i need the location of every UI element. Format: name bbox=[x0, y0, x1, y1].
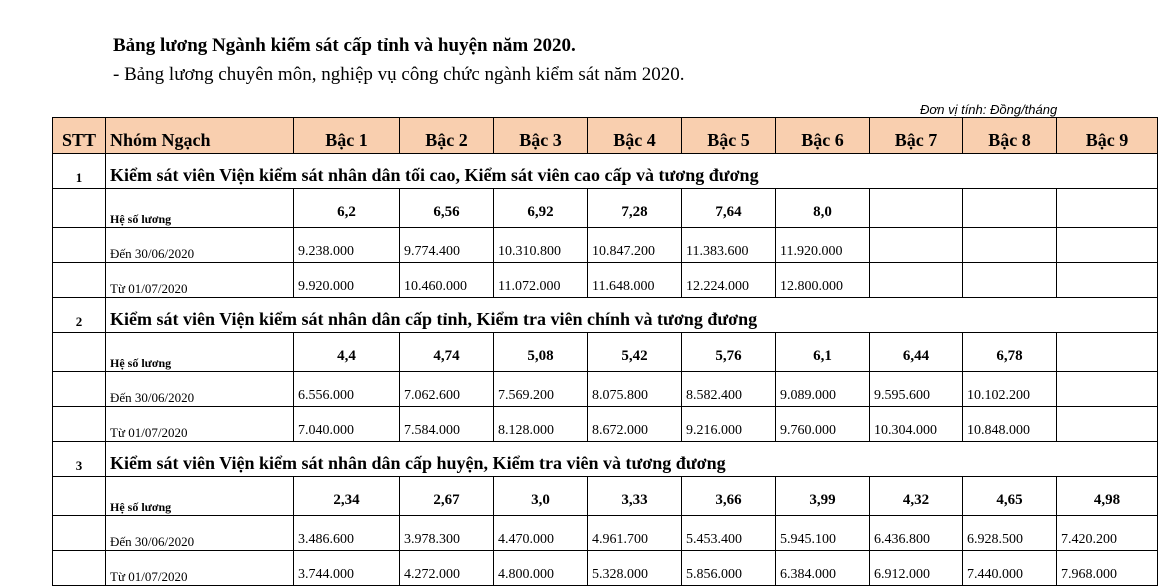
group-stt: 2 bbox=[53, 298, 106, 333]
header-bac-8: Bậc 8 bbox=[963, 118, 1057, 154]
value-cell: 7.968.000 bbox=[1057, 551, 1158, 586]
coefficient-row bbox=[53, 333, 1158, 372]
salary-after-row bbox=[53, 551, 1158, 586]
value-cell: 7.440.000 bbox=[963, 551, 1057, 586]
value-cell: 11.648.000 bbox=[588, 263, 682, 298]
value-cell bbox=[963, 228, 1057, 263]
stt-cell bbox=[53, 263, 106, 298]
value-cell: 6,44 bbox=[870, 333, 963, 372]
value-cell: 7,64 bbox=[682, 189, 776, 228]
stt-cell bbox=[53, 189, 106, 228]
stt-cell bbox=[53, 228, 106, 263]
value-cell bbox=[870, 228, 963, 263]
salary-table bbox=[52, 117, 1158, 586]
value-cell: 3.486.600 bbox=[294, 516, 400, 551]
row-label: Đến 30/06/2020 bbox=[106, 372, 294, 407]
value-cell: 4.961.700 bbox=[588, 516, 682, 551]
header-bac-3: Bậc 3 bbox=[494, 118, 588, 154]
value-cell bbox=[1057, 189, 1158, 228]
value-cell: 9.238.000 bbox=[294, 228, 400, 263]
value-cell: 4,74 bbox=[400, 333, 494, 372]
row-label: Đến 30/06/2020 bbox=[106, 228, 294, 263]
value-cell: 7,28 bbox=[588, 189, 682, 228]
value-cell: 12.800.000 bbox=[776, 263, 870, 298]
value-cell: 5.856.000 bbox=[682, 551, 776, 586]
value-cell: 6,1 bbox=[776, 333, 870, 372]
value-cell: 6.384.000 bbox=[776, 551, 870, 586]
header-bac-2: Bậc 2 bbox=[400, 118, 494, 154]
row-label: Từ 01/07/2020 bbox=[106, 263, 294, 298]
value-cell: 6,2 bbox=[294, 189, 400, 228]
row-label: Hệ số lương bbox=[106, 189, 294, 228]
value-cell: 5.328.000 bbox=[588, 551, 682, 586]
header-bac-5: Bậc 5 bbox=[682, 118, 776, 154]
group-stt: 3 bbox=[53, 442, 106, 477]
stt-cell bbox=[53, 333, 106, 372]
value-cell: 12.224.000 bbox=[682, 263, 776, 298]
coefficient-row bbox=[53, 477, 1158, 516]
row-label: Đến 30/06/2020 bbox=[106, 516, 294, 551]
value-cell: 7.420.200 bbox=[1057, 516, 1158, 551]
row-label: Từ 01/07/2020 bbox=[106, 551, 294, 586]
salary-after-row bbox=[53, 407, 1158, 442]
value-cell: 10.848.000 bbox=[963, 407, 1057, 442]
group-name: Kiểm sát viên Viện kiểm sát nhân dân cấp tỉnh, Kiểm tra viên chính và tương đương bbox=[106, 298, 1158, 333]
group-row bbox=[53, 442, 1158, 477]
value-cell: 10.460.000 bbox=[400, 263, 494, 298]
value-cell: 6.912.000 bbox=[870, 551, 963, 586]
value-cell: 3.744.000 bbox=[294, 551, 400, 586]
value-cell: 7.040.000 bbox=[294, 407, 400, 442]
value-cell: 3,33 bbox=[588, 477, 682, 516]
group-name: Kiểm sát viên Viện kiểm sát nhân dân cấp huyện, Kiểm tra viên và tương đương bbox=[106, 442, 1158, 477]
stt-cell bbox=[53, 372, 106, 407]
value-cell bbox=[963, 189, 1057, 228]
value-cell bbox=[1057, 263, 1158, 298]
header-nhom-ngach: Nhóm Ngạch bbox=[106, 118, 294, 154]
value-cell: 6,56 bbox=[400, 189, 494, 228]
value-cell: 3,66 bbox=[682, 477, 776, 516]
unit-note: Đơn vị tính: Đồng/tháng bbox=[920, 102, 1058, 117]
document-title: Bảng lương Ngành kiểm sát cấp tỉnh và huyện năm 2020. bbox=[113, 35, 576, 56]
value-cell: 7.062.600 bbox=[400, 372, 494, 407]
value-cell: 10.310.800 bbox=[494, 228, 588, 263]
value-cell bbox=[1057, 407, 1158, 442]
value-cell: 7.584.000 bbox=[400, 407, 494, 442]
value-cell: 4,98 bbox=[1057, 477, 1158, 516]
header-bac-4: Bậc 4 bbox=[588, 118, 682, 154]
value-cell bbox=[963, 263, 1057, 298]
value-cell: 9.216.000 bbox=[682, 407, 776, 442]
row-label: Từ 01/07/2020 bbox=[106, 407, 294, 442]
value-cell: 4,65 bbox=[963, 477, 1057, 516]
coefficient-row bbox=[53, 189, 1158, 228]
value-cell: 5,76 bbox=[682, 333, 776, 372]
value-cell: 8,0 bbox=[776, 189, 870, 228]
value-cell: 9.760.000 bbox=[776, 407, 870, 442]
value-cell bbox=[870, 263, 963, 298]
value-cell bbox=[1057, 372, 1158, 407]
group-name: Kiểm sát viên Viện kiểm sát nhân dân tối cao, Kiểm sát viên cao cấp và tương đương bbox=[106, 154, 1158, 189]
salary-before-row bbox=[53, 228, 1158, 263]
value-cell: 6.436.800 bbox=[870, 516, 963, 551]
header-stt: STT bbox=[53, 118, 106, 154]
value-cell: 6,92 bbox=[494, 189, 588, 228]
value-cell: 9.595.600 bbox=[870, 372, 963, 407]
value-cell bbox=[1057, 228, 1158, 263]
row-label: Hệ số lương bbox=[106, 333, 294, 372]
value-cell: 9.774.400 bbox=[400, 228, 494, 263]
value-cell: 3,0 bbox=[494, 477, 588, 516]
value-cell: 4.272.000 bbox=[400, 551, 494, 586]
value-cell: 11.920.000 bbox=[776, 228, 870, 263]
value-cell: 5,08 bbox=[494, 333, 588, 372]
value-cell: 2,67 bbox=[400, 477, 494, 516]
value-cell: 9.920.000 bbox=[294, 263, 400, 298]
value-cell: 11.383.600 bbox=[682, 228, 776, 263]
value-cell: 4.800.000 bbox=[494, 551, 588, 586]
salary-before-row bbox=[53, 516, 1158, 551]
value-cell: 10.102.200 bbox=[963, 372, 1057, 407]
value-cell: 8.582.400 bbox=[682, 372, 776, 407]
value-cell: 8.128.000 bbox=[494, 407, 588, 442]
value-cell: 2,34 bbox=[294, 477, 400, 516]
row-label: Hệ số lương bbox=[106, 477, 294, 516]
header-bac-6: Bậc 6 bbox=[776, 118, 870, 154]
value-cell: 8.672.000 bbox=[588, 407, 682, 442]
value-cell: 4,4 bbox=[294, 333, 400, 372]
document-subtitle: - Bảng lương chuyên môn, nghiệp vụ công chức ngành kiểm sát năm 2020. bbox=[113, 64, 685, 85]
salary-after-row bbox=[53, 263, 1158, 298]
value-cell: 5.945.100 bbox=[776, 516, 870, 551]
value-cell: 3,99 bbox=[776, 477, 870, 516]
value-cell: 7.569.200 bbox=[494, 372, 588, 407]
stt-cell bbox=[53, 516, 106, 551]
value-cell: 6.928.500 bbox=[963, 516, 1057, 551]
group-row bbox=[53, 298, 1158, 333]
value-cell: 6,78 bbox=[963, 333, 1057, 372]
value-cell: 10.304.000 bbox=[870, 407, 963, 442]
value-cell: 5,42 bbox=[588, 333, 682, 372]
value-cell: 4,32 bbox=[870, 477, 963, 516]
table-header-row bbox=[53, 118, 1158, 154]
value-cell bbox=[870, 189, 963, 228]
salary-before-row bbox=[53, 372, 1158, 407]
stt-cell bbox=[53, 407, 106, 442]
value-cell: 10.847.200 bbox=[588, 228, 682, 263]
value-cell: 4.470.000 bbox=[494, 516, 588, 551]
value-cell: 9.089.000 bbox=[776, 372, 870, 407]
header-bac-7: Bậc 7 bbox=[870, 118, 963, 154]
value-cell: 6.556.000 bbox=[294, 372, 400, 407]
header-bac-9: Bậc 9 bbox=[1057, 118, 1158, 154]
value-cell: 8.075.800 bbox=[588, 372, 682, 407]
value-cell bbox=[1057, 333, 1158, 372]
group-stt: 1 bbox=[53, 154, 106, 189]
stt-cell bbox=[53, 477, 106, 516]
value-cell: 11.072.000 bbox=[494, 263, 588, 298]
header-bac-1: Bậc 1 bbox=[294, 118, 400, 154]
stt-cell bbox=[53, 551, 106, 586]
value-cell: 3.978.300 bbox=[400, 516, 494, 551]
value-cell: 5.453.400 bbox=[682, 516, 776, 551]
group-row bbox=[53, 154, 1158, 189]
